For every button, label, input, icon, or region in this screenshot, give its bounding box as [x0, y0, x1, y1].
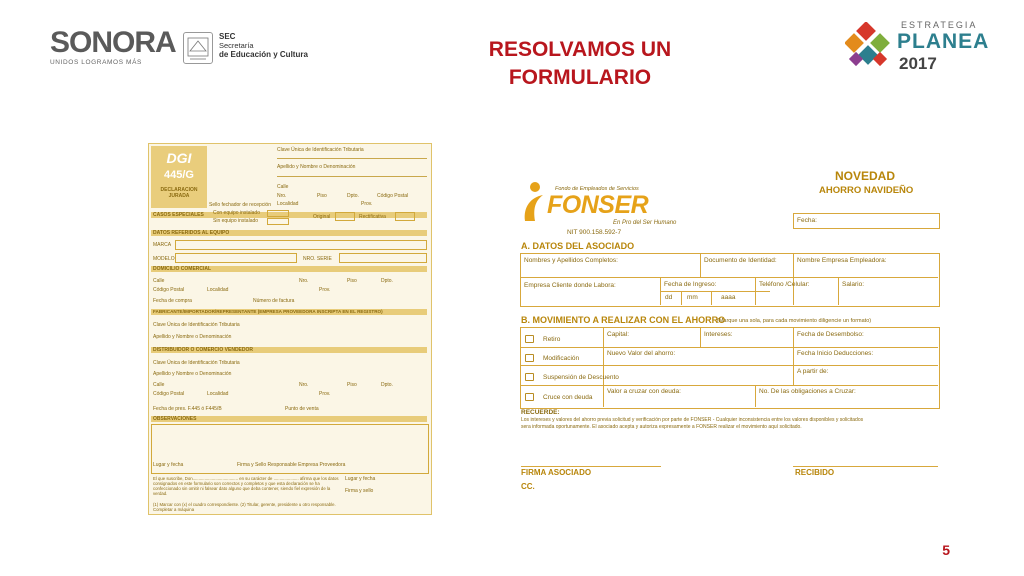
dgi-modelo: MODELO [153, 256, 175, 262]
dgi-nota2: Completar a máquina [153, 507, 195, 512]
dgi-localidad-3: Localidad [207, 391, 229, 397]
dgi-lugar-fecha: Lugar y fecha [153, 462, 184, 468]
dgi-datos-equipo: DATOS REFERIDOS AL EQUIPO [153, 230, 230, 236]
fonser-empresa-cliente: Empresa Cliente donde Labora: [524, 282, 616, 289]
title-line1: RESOLVAMOS UN [488, 38, 672, 61]
fonser-salario: Salario: [842, 281, 865, 288]
fonser-dd: dd [665, 294, 673, 301]
fonser-a-partir: A partir de: [797, 368, 829, 375]
dgi-clave-2: Clave Única de Identificación Tributaria [153, 322, 240, 328]
dgi-piso-3: Piso [347, 382, 357, 388]
fonser-fecha-ingreso: Fecha de Ingreso: [664, 281, 717, 288]
fonser-fecha-inicio: Fecha Inicio Deducciones: [797, 350, 874, 357]
dgi-sello: Sello fechador de recepción [209, 202, 271, 208]
dgi-nro-serie: NRO. SERIE [303, 256, 332, 262]
sonora-logo [50, 28, 175, 72]
fonser-novedad: NOVEDAD [835, 169, 896, 183]
dgi-lugar-fecha-2: Lugar y fecha [345, 476, 376, 482]
cruce-checkbox[interactable] [525, 393, 534, 401]
dgi-con-equipo: Con equipo instalado [213, 210, 260, 216]
fonser-section-a: A. DATOS DEL ASOCIADO [521, 241, 635, 251]
fonser-intereses: Intereses: [704, 331, 733, 338]
fonser-recuerde-text2: sera informada oportunamente. El asociado acepta y autoriza expresamente a FONSER realizar el movimiento aquí solicitado. [521, 424, 802, 430]
sonora-tagline: UNIDOS LOGRAMOS MÁS [50, 59, 142, 66]
dgi-header-block [151, 146, 207, 208]
dgi-punto-venta: Punto de venta [285, 406, 319, 412]
dgi-apellido-2: Apellido y Nombre o Denominación [153, 334, 232, 340]
sec-acronym: SEC [219, 32, 236, 41]
suspension-checkbox[interactable] [525, 373, 534, 381]
fonser-org: Fondo de Empleados de Servicios [555, 186, 639, 192]
dgi-distribuidor: DISTRIBUIDOR O COMERCIO VENDEDOR [153, 347, 254, 353]
fonser-telefono: Teléfono /Celular: [759, 281, 810, 288]
planea-top: ESTRATEGIA [901, 20, 978, 30]
dgi-dpto-2: Dpto. [381, 278, 393, 284]
planea-name: PLANEA [897, 30, 990, 53]
dgi-casos-especiales: CASOS ESPECIALES [153, 212, 204, 218]
title-line2: FORMULARIO [508, 66, 652, 89]
dgi-nota1: (1) Marcar con (x) el cuadro correspondiente. (2) Titular, gerente, presidente u otro responsable. [153, 502, 336, 507]
dgi-code: DGI [166, 150, 192, 166]
dgi-form-number: 445/G [164, 169, 194, 181]
page-number: 5 [942, 542, 950, 558]
fonser-aaaa: aaaa [721, 294, 736, 301]
fonser-fecha: Fecha: [797, 217, 817, 224]
fonser-cc: CC. [521, 482, 535, 491]
planea-mark-icon [845, 22, 897, 74]
dgi-apellido: Apellido y Nombre o Denominación [277, 164, 356, 170]
retiro-checkbox[interactable] [525, 335, 534, 343]
fonser-firma-asociado: FIRMA ASOCIADO [521, 468, 592, 477]
dgi-clave-3: Clave Única de Identificación Tributaria [153, 360, 240, 366]
dgi-cp-2: Código Postal [153, 287, 185, 293]
dgi-rectificativa: Rectificativa [359, 214, 386, 220]
dgi-fecha-compra: Fecha de compra [153, 298, 192, 304]
dgi-cp-3: Código Postal [153, 391, 185, 397]
fonser-recibido: RECIBIDO [795, 468, 835, 477]
seal-icon [183, 32, 213, 64]
fonser-retiro: Retiro [543, 336, 561, 343]
fonser-nombres: Nombres y Apellidos Completos: [524, 257, 618, 264]
fonser-mm: mm [687, 294, 698, 301]
fonser-valor-cruzar: Valor a cruzar con deuda: [607, 388, 681, 395]
fonser-slogan: En Pro del Ser Humano [613, 220, 677, 226]
dgi-form-image [148, 143, 432, 515]
fonser-brand: FONSER [547, 191, 649, 219]
fonser-ahorro: AHORRO NAVIDEÑO [819, 185, 914, 196]
dgi-original: Original [313, 214, 331, 220]
dgi-firma-sello: Firma y sello [345, 488, 374, 494]
dgi-piso: Piso [317, 193, 327, 199]
sonora-wordmark: SONORA [50, 26, 176, 59]
dgi-sin-equipo: Sin equipo instalado [213, 218, 259, 224]
dgi-clave: Clave Única de Identificación Tributaria [277, 147, 364, 153]
dgi-provincia-3: Prov. [319, 391, 331, 397]
dgi-dpto-3: Dpto. [381, 382, 393, 388]
fonser-modificacion: Modificación [543, 355, 580, 362]
dgi-calle: Calle [277, 184, 289, 190]
dgi-jurada: JURADA [168, 193, 190, 199]
dgi-dpto: Dpto. [347, 193, 359, 199]
dgi-marca: MARCA [153, 242, 172, 248]
fonser-person-icon [521, 181, 545, 223]
planea-logo [845, 18, 990, 80]
fonser-cruce: Cruce con deuda [543, 394, 593, 401]
dgi-provincia-2: Prov. [319, 287, 331, 293]
dgi-firma: Firma y Sello Responsable Empresa Proveedora [237, 462, 346, 468]
sec-logo [183, 32, 313, 68]
dgi-domicilio: DOMICILIO COMERCIAL [153, 266, 212, 272]
fonser-recuerde: RECUERDE: [521, 409, 560, 416]
fonser-section-b: B. MOVIMIENTO A REALIZAR CON EL AHORRO [521, 315, 726, 325]
modificacion-checkbox[interactable] [525, 354, 534, 362]
dgi-fecha-pres: Fecha de pres. F.445 ó F445/B [153, 406, 222, 412]
dgi-calle-3: Calle [153, 382, 165, 388]
sec-text [219, 32, 308, 59]
fonser-recuerde-text1: Los intereses y valores del ahorro previa solicitud y verificación por parte de FONSER - Cualquier inconsistencia entre los valores disponibles y solicitados [521, 417, 864, 423]
fonser-empresa-empleadora: Nombre Empresa Empleadora: [797, 257, 887, 264]
dgi-localidad: Localidad [277, 201, 299, 207]
dgi-declaracion: DECLARACION [160, 187, 198, 193]
fonser-form-image [515, 165, 945, 495]
fonser-section-b-note: (Marque una sola, para cada movimiento diligencie un formato) [717, 318, 872, 324]
fonser-fecha-desembolso: Fecha de Desembolso: [797, 331, 864, 338]
fonser-no-obligaciones: No. De las obligaciones a Cruzar: [759, 388, 856, 395]
dgi-suscribe: El que suscribe, Don...................................... en su carácter de ..................... afirma que los datos consignados en este formulario son correctos y completos y que esta declaración se ha confeccionado sin omitir ni falsear dato alguno que deba contener, siendo fiel expresión de la verdad. [153, 476, 339, 496]
sec-line2: de Educación y Cultura [219, 50, 308, 59]
dgi-localidad-2: Localidad [207, 287, 229, 293]
sec-line1: Secretaría [219, 41, 254, 50]
dgi-piso-2: Piso [347, 278, 357, 284]
dgi-nro: Nro. [277, 193, 287, 199]
fonser-capital: Capital: [607, 331, 630, 338]
dgi-nro-2: Nro. [299, 278, 309, 284]
page-title [440, 36, 720, 92]
fonser-nit: NIT 900.158.592-7 [567, 229, 622, 236]
fonser-documento: Documento de Identidad: [704, 257, 777, 264]
dgi-apellido-3: Apellido y Nombre o Denominación [153, 371, 232, 377]
dgi-provincia: Prov. [361, 201, 373, 207]
fonser-suspension: Suspensión de Descuento [543, 374, 619, 381]
dgi-cp: Código Postal [377, 193, 409, 199]
dgi-observaciones: OBSERVACIONES [153, 416, 197, 422]
planea-year: 2017 [899, 54, 937, 73]
fonser-nuevo-valor: Nuevo Valor del ahorro: [607, 350, 676, 357]
dgi-nro-factura: Número de factura [253, 298, 295, 304]
dgi-nro-3: Nro. [299, 382, 309, 388]
dgi-calle-2: Calle [153, 278, 165, 284]
dgi-fabricante: FABRICANTE/IMPORTADOR/REPRESENTANTE (EMPRESA PROVEEDORA INSCRIPTA EN EL REGISTRO) [153, 309, 383, 314]
